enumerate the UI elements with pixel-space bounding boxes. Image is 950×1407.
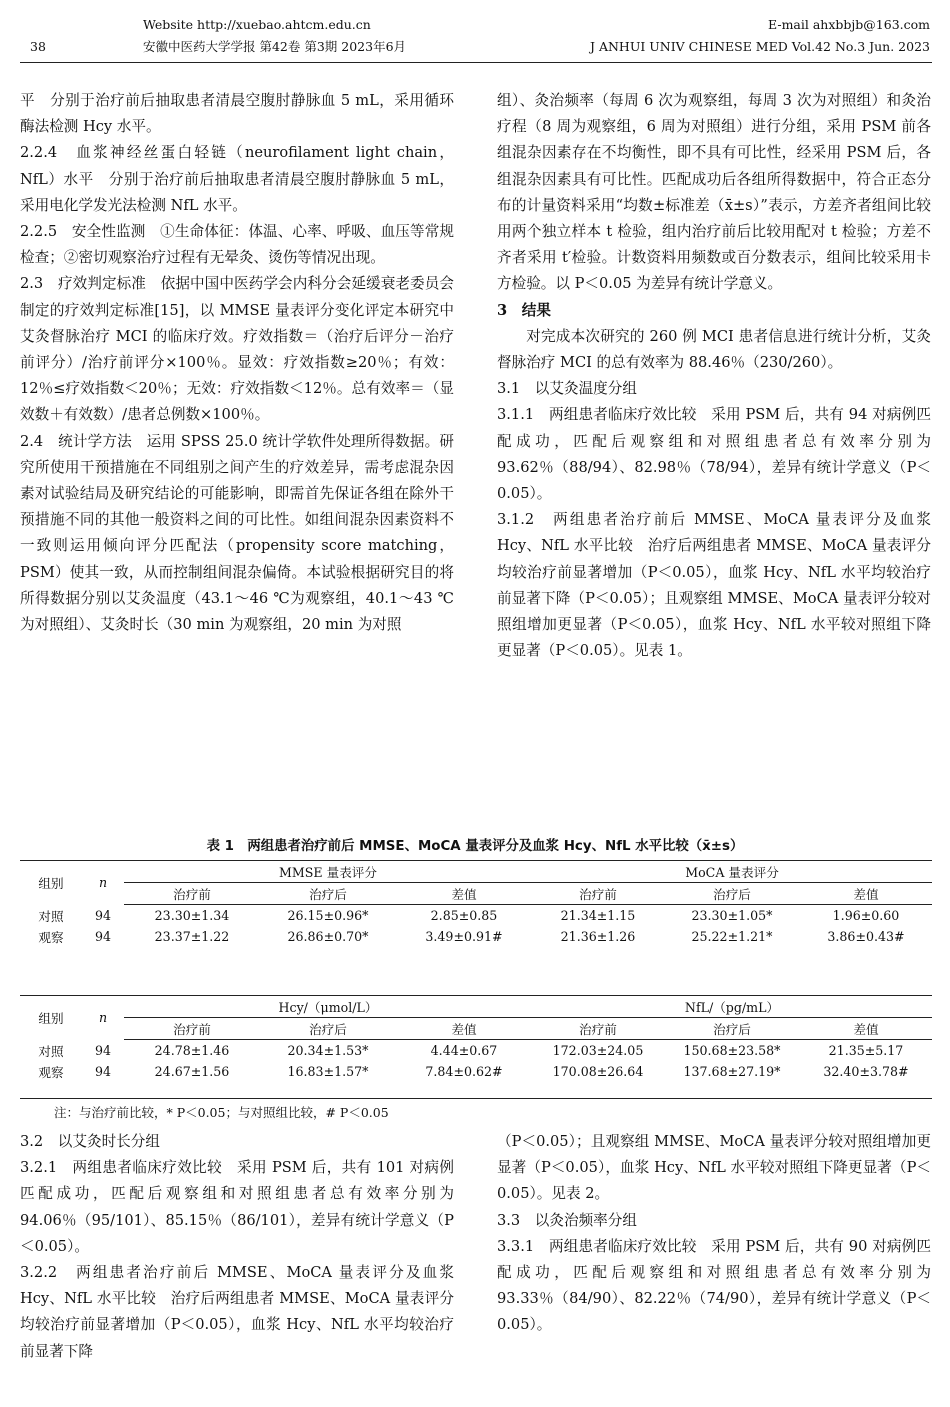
cell: 观察: [38, 1065, 64, 1080]
cell: 23.37±1.22: [154, 929, 230, 944]
cell: 24.67±1.56: [154, 1064, 230, 1079]
table-row: [20, 1061, 932, 1082]
cell: 94: [94, 1064, 112, 1079]
moca-header: MoCA 量表评分: [532, 861, 932, 883]
col-diff: 差值: [800, 1018, 932, 1040]
table-row: [20, 905, 932, 927]
cell: 20.34±1.53*: [287, 1043, 369, 1058]
col-diff: 差值: [800, 883, 932, 905]
cell: 对照: [38, 1043, 64, 1059]
header-rule: [20, 62, 932, 63]
hcy-header: Hcy/（μmol/L）: [124, 996, 532, 1018]
section-3-heading: 3 结果: [497, 301, 551, 319]
section-3-3-heading: 3.3 以灸治频率分组: [497, 1211, 637, 1229]
table-row: [20, 926, 932, 947]
col-n-header: n: [82, 861, 124, 905]
table-note: 注：与治疗前比较，* P＜0.05；与对照组比较，# P＜0.05: [54, 1105, 389, 1120]
nfl-header: NfL/（pg/mL）: [532, 996, 932, 1018]
left-column-bottom: [20, 1129, 454, 1365]
cell: 26.15±0.96*: [287, 908, 369, 923]
cell: 24.78±1.46: [154, 1043, 230, 1058]
left-column-top: [20, 88, 454, 638]
section-2-2-5: 2.2.5 安全性监测 ①生命体征：体温、心率、呼吸、血压等常规检查；②密切观察治疗过程有无晕灸、烫伤等情况出现。: [20, 223, 454, 267]
col-after: 治疗后: [260, 1018, 396, 1040]
table-caption: 表 1 两组患者治疗前后 MMSE、MoCA 量表评分及血浆 Hcy、NfL 水平比较（x̄±s）: [206, 839, 744, 854]
col-after: 治疗后: [664, 883, 800, 905]
header-website: Website http://xuebao.ahtcm.edu.cn: [143, 17, 371, 32]
table-part-2: [20, 995, 932, 1082]
col-before: 治疗前: [532, 1018, 664, 1040]
col-diff: 差值: [396, 1018, 532, 1040]
paragraph: （P＜0.05）；且观察组 MMSE、MoCA 量表评分较对照组增加更显著（P＜0.05），血浆 Hcy、NfL 水平较对照组下降更显著（P＜0.05）。见表 2。: [497, 1133, 931, 1203]
cell: 32.40±3.78#: [823, 1064, 909, 1079]
cell: 7.84±0.62#: [425, 1064, 503, 1079]
cell: 21.35±5.17: [828, 1043, 904, 1058]
col-after: 治疗后: [260, 883, 396, 905]
section-3-3-1: 3.3.1 两组患者临床疗效比较 采用 PSM 后，共有 90 对病例匹配成功，匹配后观察组和对照组患者总有效率分别为 93.33％（84/90）、82.22％（74/90），差异有统计学意义（P＜0.05）。: [497, 1237, 931, 1334]
col-group-header: 组别: [20, 861, 82, 905]
cell: 3.49±0.91#: [425, 929, 503, 944]
table-part-1: [20, 860, 932, 947]
col-before: 治疗前: [124, 883, 260, 905]
cell: 172.03±24.05: [552, 1043, 644, 1058]
cell: 170.08±26.64: [552, 1064, 644, 1079]
paragraph: 组）、灸治频率（每周 6 次为观察组，每周 3 次为对照组）和灸治疗程（8 周为观察组，6 周为对照组）进行分组，采用 PSM 前各组混杂因素存在不均衡性，即不具有可比性，经采用 PSM 后，各组混杂因素具有可比性。匹配成功后各组所得数据中，符合正态分布的计量资料采用“均数±标准差（x̄±s）”表示，方差齐者组间比较用两个独立样本 t 检验，组内治疗前后比较用配对 t 检验；方差不齐者采用 t′检验。计数资料用频数或百分数表示，组间比较采用卡方检验。以 P＜0.05 为差异有统计学意义。: [497, 92, 931, 293]
col-diff: 差值: [396, 883, 532, 905]
page-number: 38: [30, 39, 46, 54]
section-3-2-2: 3.2.2 两组患者治疗前后 MMSE、MoCA 量表评分及血浆 Hcy、NfL 水平比较 治疗后两组患者 MMSE、MoCA 量表评分均较治疗前显著增加（P＜0.05），血浆 Hcy、NfL 水平均较治疗前显著下降: [20, 1264, 454, 1360]
section-3-2-1: 3.2.1 两组患者临床疗效比较 采用 PSM 后，共有 101 对病例匹配成功，匹配后观察组和对照组患者总有效率分别为 94.06％（95/101）、85.15％（86/101），差异有统计学意义（P＜0.05）。: [20, 1159, 454, 1255]
mmse-header: MMSE 量表评分: [124, 861, 532, 883]
cell: 4.44±0.67: [430, 1043, 498, 1058]
section-3-1-2: 3.1.2 两组患者治疗前后 MMSE、MoCA 量表评分及血浆 Hcy、NfL 水平比较 治疗后两组患者 MMSE、MoCA 量表评分均较治疗前显著增加（P＜0.05），血浆 Hcy、NfL 水平均较治疗前显著下降（P＜0.05）；且观察组 MMSE、MoCA 量表评分较对照组增加更显著（P＜0.05），血浆 Hcy、NfL 水平较对照组下降更显著（P＜0.05）。见表 1。: [497, 511, 931, 660]
section-3-2-heading: 3.2 以艾灸时长分组: [20, 1133, 160, 1150]
cell: 94: [94, 1042, 112, 1058]
col-group-header: 组别: [20, 996, 82, 1040]
section-3-1-1: 3.1.1 两组患者临床疗效比较 采用 PSM 后，共有 94 对病例匹配成功，匹配后观察组和对照组患者总有效率分别为 93.62％（88/94）、82.98％（78/94），差异有统计学意义（P＜0.05）。: [497, 406, 931, 503]
cell: 150.68±23.58*: [683, 1043, 781, 1058]
col-n-header: n: [82, 996, 124, 1040]
cell: 观察: [38, 930, 64, 945]
col-before: 治疗前: [124, 1018, 260, 1040]
col-before: 治疗前: [532, 883, 664, 905]
col-after: 治疗后: [664, 1018, 800, 1040]
cell: 3.86±0.43#: [827, 929, 905, 944]
cell: 137.68±27.19*: [683, 1064, 781, 1079]
table-row: [20, 1040, 932, 1062]
journal-title-cn: 安徽中医药大学学报 第42卷 第3期 2023年6月: [143, 39, 407, 54]
table-bottom-rule: [20, 1098, 932, 1099]
section-3-1-heading: 3.1 以艾灸温度分组: [497, 380, 637, 398]
paragraph: 对完成本次研究的 260 例 MCI 患者信息进行统计分析，艾灸督脉治疗 MCI 的总有效率为 88.46％（230/260）。: [497, 327, 931, 372]
cell: 94: [94, 929, 112, 944]
journal-title-en: J ANHUI UNIV CHINESE MED Vol.42 No.3 Jun. 2023: [589, 39, 930, 54]
cell: 23.30±1.34: [154, 908, 230, 923]
right-column-bottom: [497, 1129, 931, 1339]
cell: 1.96±0.60: [832, 908, 900, 923]
cell: 21.34±1.15: [560, 908, 636, 923]
section-2-2-4: 2.2.4 血浆神经丝蛋白轻链（neurofilament light chain，NfL）水平 分别于治疗前后抽取患者清晨空腹肘静脉血 5 mL，采用电化学发光法检测 NfL 水平。: [20, 144, 454, 214]
section-2-4: 2.4 统计学方法 运用 SPSS 25.0 统计学软件处理所得数据。研究所使用干预措施在不同组别之间产生的疗效差异，需考虑混杂因素对试验结局及研究结论的可能影响，即需首先保证各组在除外干预措施不同的其他一般资料之间的可比性。如组间混杂因素资料不一致则运用倾向评分匹配法（propensity score matching，PSM）使其一致，从而控制组间混杂偏倚。本试验根据研究目的将所得数据分别以艾灸温度（43.1～46 ℃为观察组，40.1～43 ℃为对照组）、艾灸时长（30 min 为观察组，20 min 为对照: [20, 432, 454, 634]
cell: 23.30±1.05*: [691, 908, 773, 923]
paragraph: 平 分别于治疗前后抽取患者清晨空腹肘静脉血 5 mL，采用循环酶法检测 Hcy 水平。: [20, 92, 454, 136]
section-2-3: 2.3 疗效判定标准 依据中国中医药学会内科分会延缓衰老委员会制定的疗效判定标准[15]，以 MMSE 量表评分变化评定本研究中艾灸督脉治疗 MCI 的临床疗效。疗效指数＝（治疗后评分－治疗前评分）/治疗前评分×100％。显效：疗效指数≥20％；有效：12％≤疗效指数＜20％；无效：疗效指数＜12％。总有效率＝（显效数＋有效数）/患者总例数×100％。: [20, 275, 454, 424]
right-column-top: [497, 88, 931, 664]
header-email: E-mail ahxbbjb@163.com: [768, 17, 930, 32]
cell: 16.83±1.57*: [287, 1064, 369, 1079]
cell: 21.36±1.26: [560, 929, 636, 944]
cell: 26.86±0.70*: [287, 929, 369, 944]
cell: 25.22±1.21*: [691, 929, 773, 944]
cell: 94: [94, 907, 112, 923]
cell: 对照: [38, 908, 64, 924]
cell: 2.85±0.85: [430, 908, 498, 923]
